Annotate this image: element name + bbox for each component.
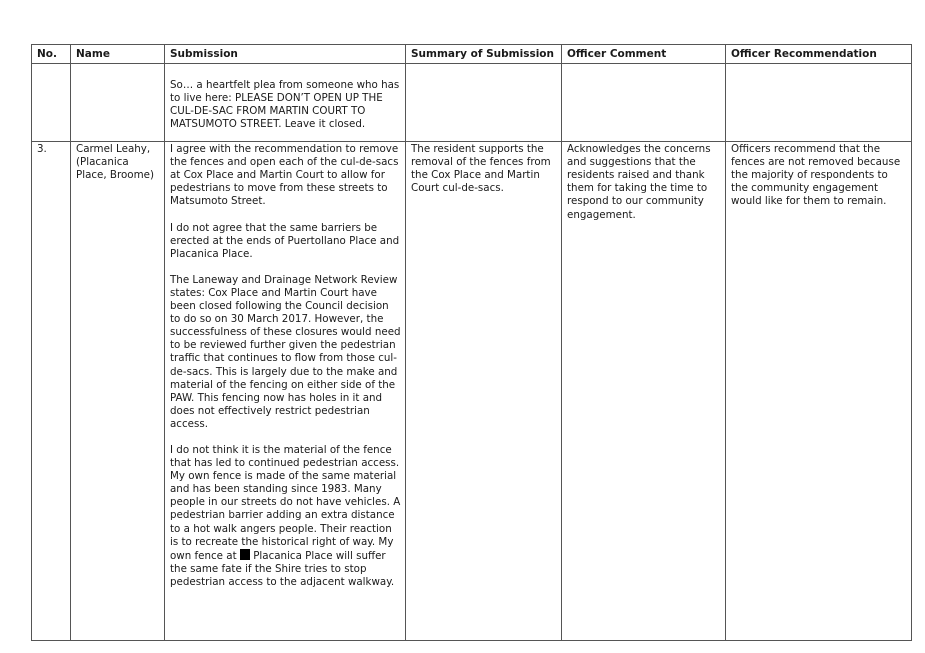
submission-paragraph-tail: Placanica Place will suffer the same fate if the Shire tries to stop pedestrian access to the adjacent walkway. <box>170 549 395 588</box>
header-officer-comment: Officer Comment <box>562 45 726 64</box>
table-row <box>32 142 912 641</box>
submission-paragraph: The Laneway and Drainage Network Review states: Cox Place and Martin Court have been closed following the Council decision to do so on 30 March 2017. However, the successfulness of these closures would need to be reviewed further given the pedestrian traffic that continues to flow from those cul-de-sacs. This is largely due to the make and material of the fencing on either side of the PAW. This fencing now has holes in it and does not effectively restrict pedestrian access. <box>170 273 401 430</box>
table-row <box>32 64 912 142</box>
submission-paragraph: I agree with the recommendation to remove the fences and open each of the cul-de-sacs at Cox Place and Martin Court to allow for pedestrians to move from these streets to Matsumoto Street. <box>170 143 399 208</box>
cell-officer-comment <box>562 64 726 142</box>
cell-summary <box>406 64 562 142</box>
submission-paragraph-final <box>170 444 401 589</box>
submission-paragraph: I do not agree that the same barriers be erected at the ends of Puertollano Place and Placanica Place. <box>170 221 400 260</box>
header-name: Name <box>71 45 165 64</box>
cell-no: 3. <box>32 142 71 641</box>
cell-submission <box>165 64 406 142</box>
submissions-table <box>31 44 912 641</box>
header-summary: Summary of Submission <box>406 45 562 64</box>
cell-officer-comment: Acknowledges the concerns and suggestions that the residents raised and thank them for taking the time to respond to our community engagement. <box>562 142 726 641</box>
cell-summary: The resident supports the removal of the fences from the Cox Place and Martin Court cul-de-sacs. <box>406 142 562 641</box>
header-no: No. <box>32 45 71 64</box>
redaction-block <box>240 549 250 560</box>
header-submission: Submission <box>165 45 406 64</box>
submission-paragraph: So… a heartfelt plea from someone who has to live here: PLEASE DON’T OPEN UP THE CUL-DE-SAC FROM MARTIN COURT TO MATSUMOTO STREET. Leave it closed. <box>170 79 400 131</box>
submission-paragraph-text: I do not think it is the material of the fence that has led to continued pedestrian access. My own fence is made of the same material and has been standing since 1983. Many people in our streets do not have vehicles. A pedestrian barrier adding an extra distance to a hot walk angers people. Their reaction is to recreate the historical right of way. My own fence at <box>170 443 401 562</box>
cell-submission <box>165 142 406 641</box>
header-officer-recommendation: Officer Recommendation <box>726 45 912 64</box>
cell-no <box>32 64 71 142</box>
header-row <box>32 45 912 64</box>
cell-officer-recommendation <box>726 64 912 142</box>
submissions-table-container <box>31 44 911 629</box>
cell-name: Carmel Leahy, (Placanica Place, Broome) <box>71 142 165 641</box>
cell-name <box>71 64 165 142</box>
cell-officer-recommendation: Officers recommend that the fences are not removed because the majority of respondents to the community engagement would like for them to remain. <box>726 142 912 641</box>
